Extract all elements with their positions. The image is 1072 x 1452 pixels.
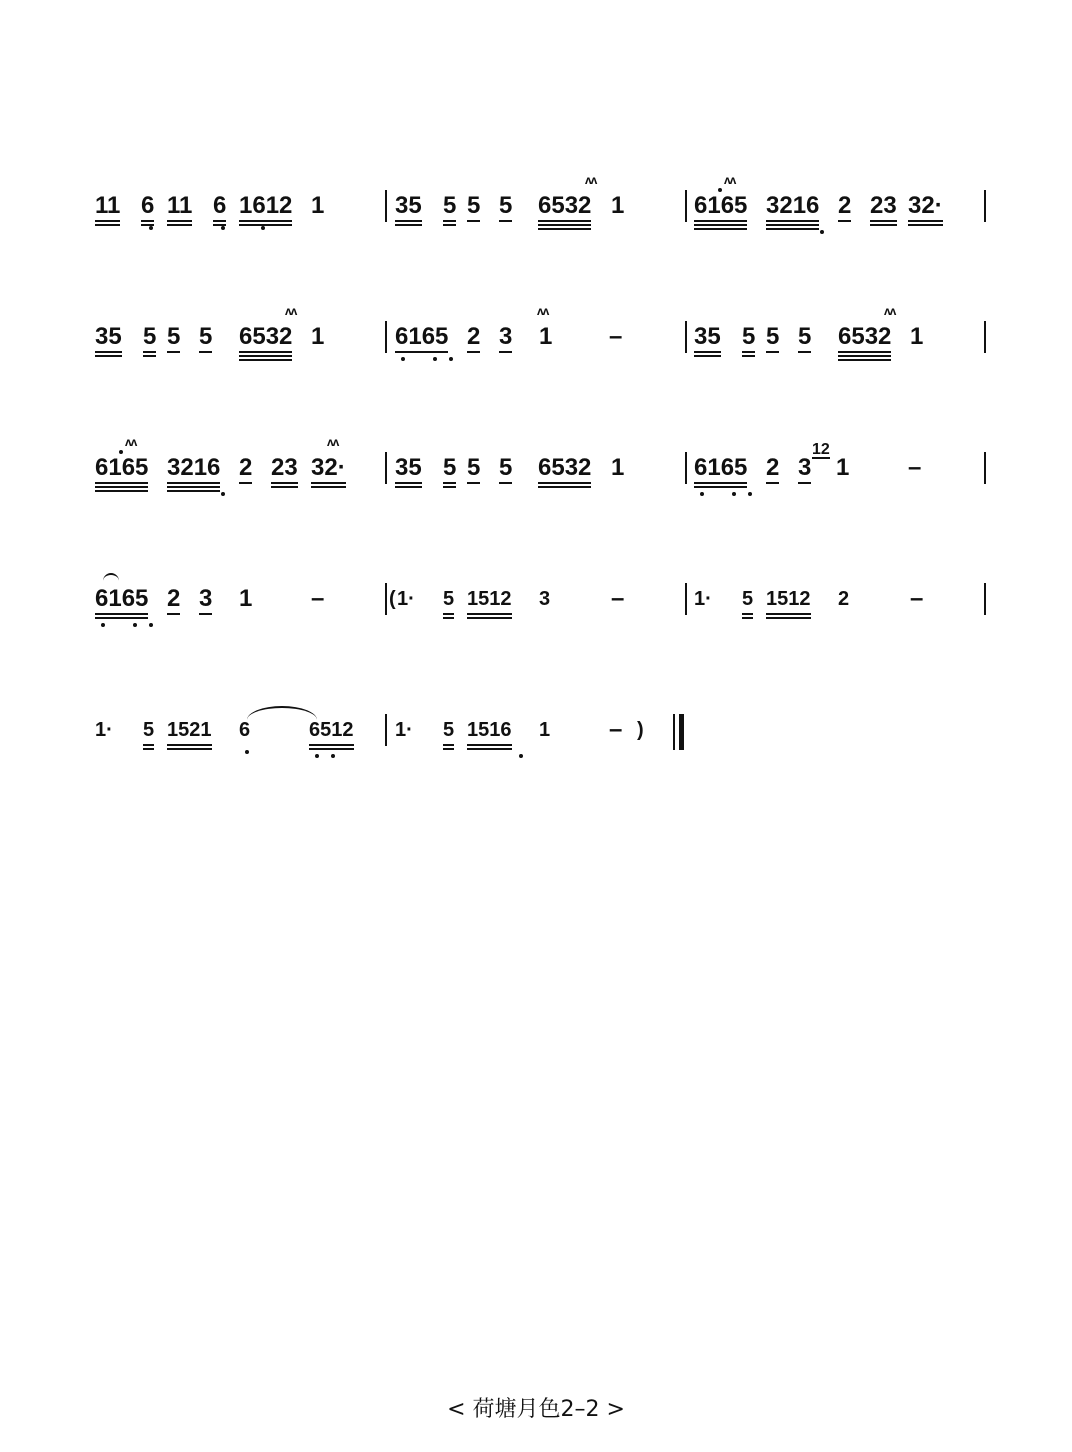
dash-sustain: –	[609, 323, 623, 350]
slur-icon	[103, 573, 119, 581]
low-octave-dot	[315, 754, 319, 758]
low-octave-dot	[331, 754, 335, 758]
note-group: 2	[467, 323, 481, 350]
note-group: 5	[742, 585, 753, 613]
note: 1	[311, 192, 325, 219]
note-group: 2	[838, 192, 852, 219]
note-group: 5	[143, 323, 157, 350]
note-group: 6532	[239, 323, 292, 351]
note: 1·	[395, 719, 413, 741]
final-bar-thick	[679, 714, 684, 750]
mordent-icon: ʌʌ	[327, 435, 339, 449]
note: 1	[910, 323, 924, 350]
page-caption: < 荷塘月色2–2 >	[447, 1397, 625, 1422]
note-group: 5	[167, 323, 181, 350]
low-octave-dot	[401, 357, 405, 361]
grace-notes: 12	[812, 441, 830, 458]
low-octave-dot	[221, 492, 225, 496]
note: 1·	[397, 588, 415, 610]
bar-line	[385, 583, 387, 615]
note-group: 35	[694, 323, 721, 350]
note-group: 3	[798, 454, 812, 481]
low-octave-dot	[732, 492, 736, 496]
note: 1	[239, 585, 253, 612]
note-group: 5	[766, 323, 780, 350]
low-octave-dot	[748, 492, 752, 496]
bar-line	[685, 321, 687, 353]
note-group: 2	[766, 454, 780, 481]
low-octave-dot	[261, 226, 265, 230]
bar-line	[685, 452, 687, 484]
bar-line	[984, 190, 986, 222]
low-octave-dot	[149, 226, 153, 230]
note-group: 5	[467, 192, 481, 219]
mordent-icon: ʌʌ	[537, 304, 549, 318]
note-group: 6532	[538, 454, 592, 481]
note-group: 1516	[467, 716, 512, 744]
mordent-icon: ʌʌ	[724, 173, 736, 187]
note-group: 5	[443, 716, 454, 744]
note-group: 5	[742, 323, 756, 350]
note-group: 5	[443, 585, 454, 613]
low-octave-dot	[133, 623, 137, 627]
bar-line	[984, 321, 986, 353]
note-group: 3216	[167, 454, 220, 482]
score-row-5	[95, 704, 990, 764]
note-group: 6	[141, 192, 155, 219]
low-octave-dot	[449, 357, 453, 361]
note-group: 35	[395, 454, 422, 481]
bar-line	[984, 452, 986, 484]
note-group: 3216	[766, 192, 819, 220]
bar-line	[984, 583, 986, 615]
note-group: 6165	[95, 585, 149, 612]
note-group: 2	[167, 585, 181, 612]
note-group: 11	[167, 192, 193, 219]
mordent-icon: ʌʌ	[884, 304, 896, 318]
note-group: 32·	[311, 454, 346, 481]
note: 6	[239, 719, 251, 741]
dash-sustain: –	[908, 454, 922, 481]
note-group: 5	[443, 192, 457, 219]
mordent-icon: ʌʌ	[585, 173, 597, 187]
note-group: 32·	[908, 192, 943, 219]
low-octave-dot	[433, 357, 437, 361]
note: 1	[311, 323, 325, 350]
score-row-1	[95, 173, 990, 240]
bar-line	[685, 583, 687, 615]
note: 1	[611, 192, 625, 219]
note-group: 23	[870, 192, 897, 219]
low-octave-dot	[101, 623, 105, 627]
note-group: 35	[395, 192, 422, 219]
note-group: 35	[95, 323, 122, 350]
note: 1	[539, 719, 551, 741]
low-octave-dot	[221, 226, 225, 230]
dash-sustain: –	[611, 585, 625, 612]
note-group: 3	[199, 585, 213, 612]
low-octave-dot	[519, 754, 523, 758]
note-group: 1512	[467, 585, 512, 613]
note-group: 5	[499, 192, 513, 219]
note-group: 2	[239, 454, 253, 481]
note: 1·	[694, 588, 712, 610]
dash-sustain: –	[910, 585, 924, 612]
note-group: 6165	[395, 323, 449, 350]
note-group: 5	[199, 323, 213, 350]
bar-line	[685, 190, 687, 222]
mordent-icon: ʌʌ	[285, 304, 297, 318]
note-group: 6532	[538, 192, 591, 220]
low-octave-dot	[245, 750, 249, 754]
tie-icon	[247, 706, 317, 720]
low-octave-dot	[700, 492, 704, 496]
note: 2	[838, 588, 850, 610]
note-group: 6512	[309, 716, 354, 744]
note-group: 5	[467, 454, 481, 481]
note-group: 1512	[766, 585, 811, 613]
dash-sustain: –	[311, 585, 325, 612]
note: 3	[539, 588, 551, 610]
final-bar-thin	[673, 714, 675, 750]
close-paren: )	[637, 719, 644, 741]
score-row-3	[95, 435, 990, 502]
low-octave-dot	[149, 623, 153, 627]
note-group: 3	[499, 323, 513, 350]
note: 1·	[95, 719, 113, 741]
bar-line	[385, 190, 387, 222]
bar-line	[385, 452, 387, 484]
score-row-4	[95, 573, 990, 633]
note-group: 11	[95, 192, 121, 219]
note-group: 5	[798, 323, 812, 350]
score-row-2	[95, 304, 990, 371]
dash-sustain: –	[609, 716, 623, 743]
note: 1	[539, 323, 553, 350]
note-group: 6532	[838, 323, 891, 351]
note-group: 6165	[694, 192, 747, 220]
note-group: 1612	[239, 192, 293, 219]
mordent-icon: ʌʌ	[125, 435, 137, 449]
note: 1	[836, 454, 850, 481]
note-group: 1521	[167, 716, 212, 744]
bar-line	[385, 321, 387, 353]
note-group: 23	[271, 454, 298, 481]
note-group: 6165	[95, 454, 148, 482]
low-octave-dot	[820, 230, 824, 234]
bar-line	[385, 714, 387, 746]
note-group: 5	[443, 454, 457, 481]
note-group: 6	[213, 192, 227, 219]
note-group: 6165	[694, 454, 748, 481]
note: 1	[611, 454, 625, 481]
note-group: 5	[499, 454, 513, 481]
open-paren: (	[389, 588, 396, 610]
note-group: 5	[143, 716, 154, 744]
